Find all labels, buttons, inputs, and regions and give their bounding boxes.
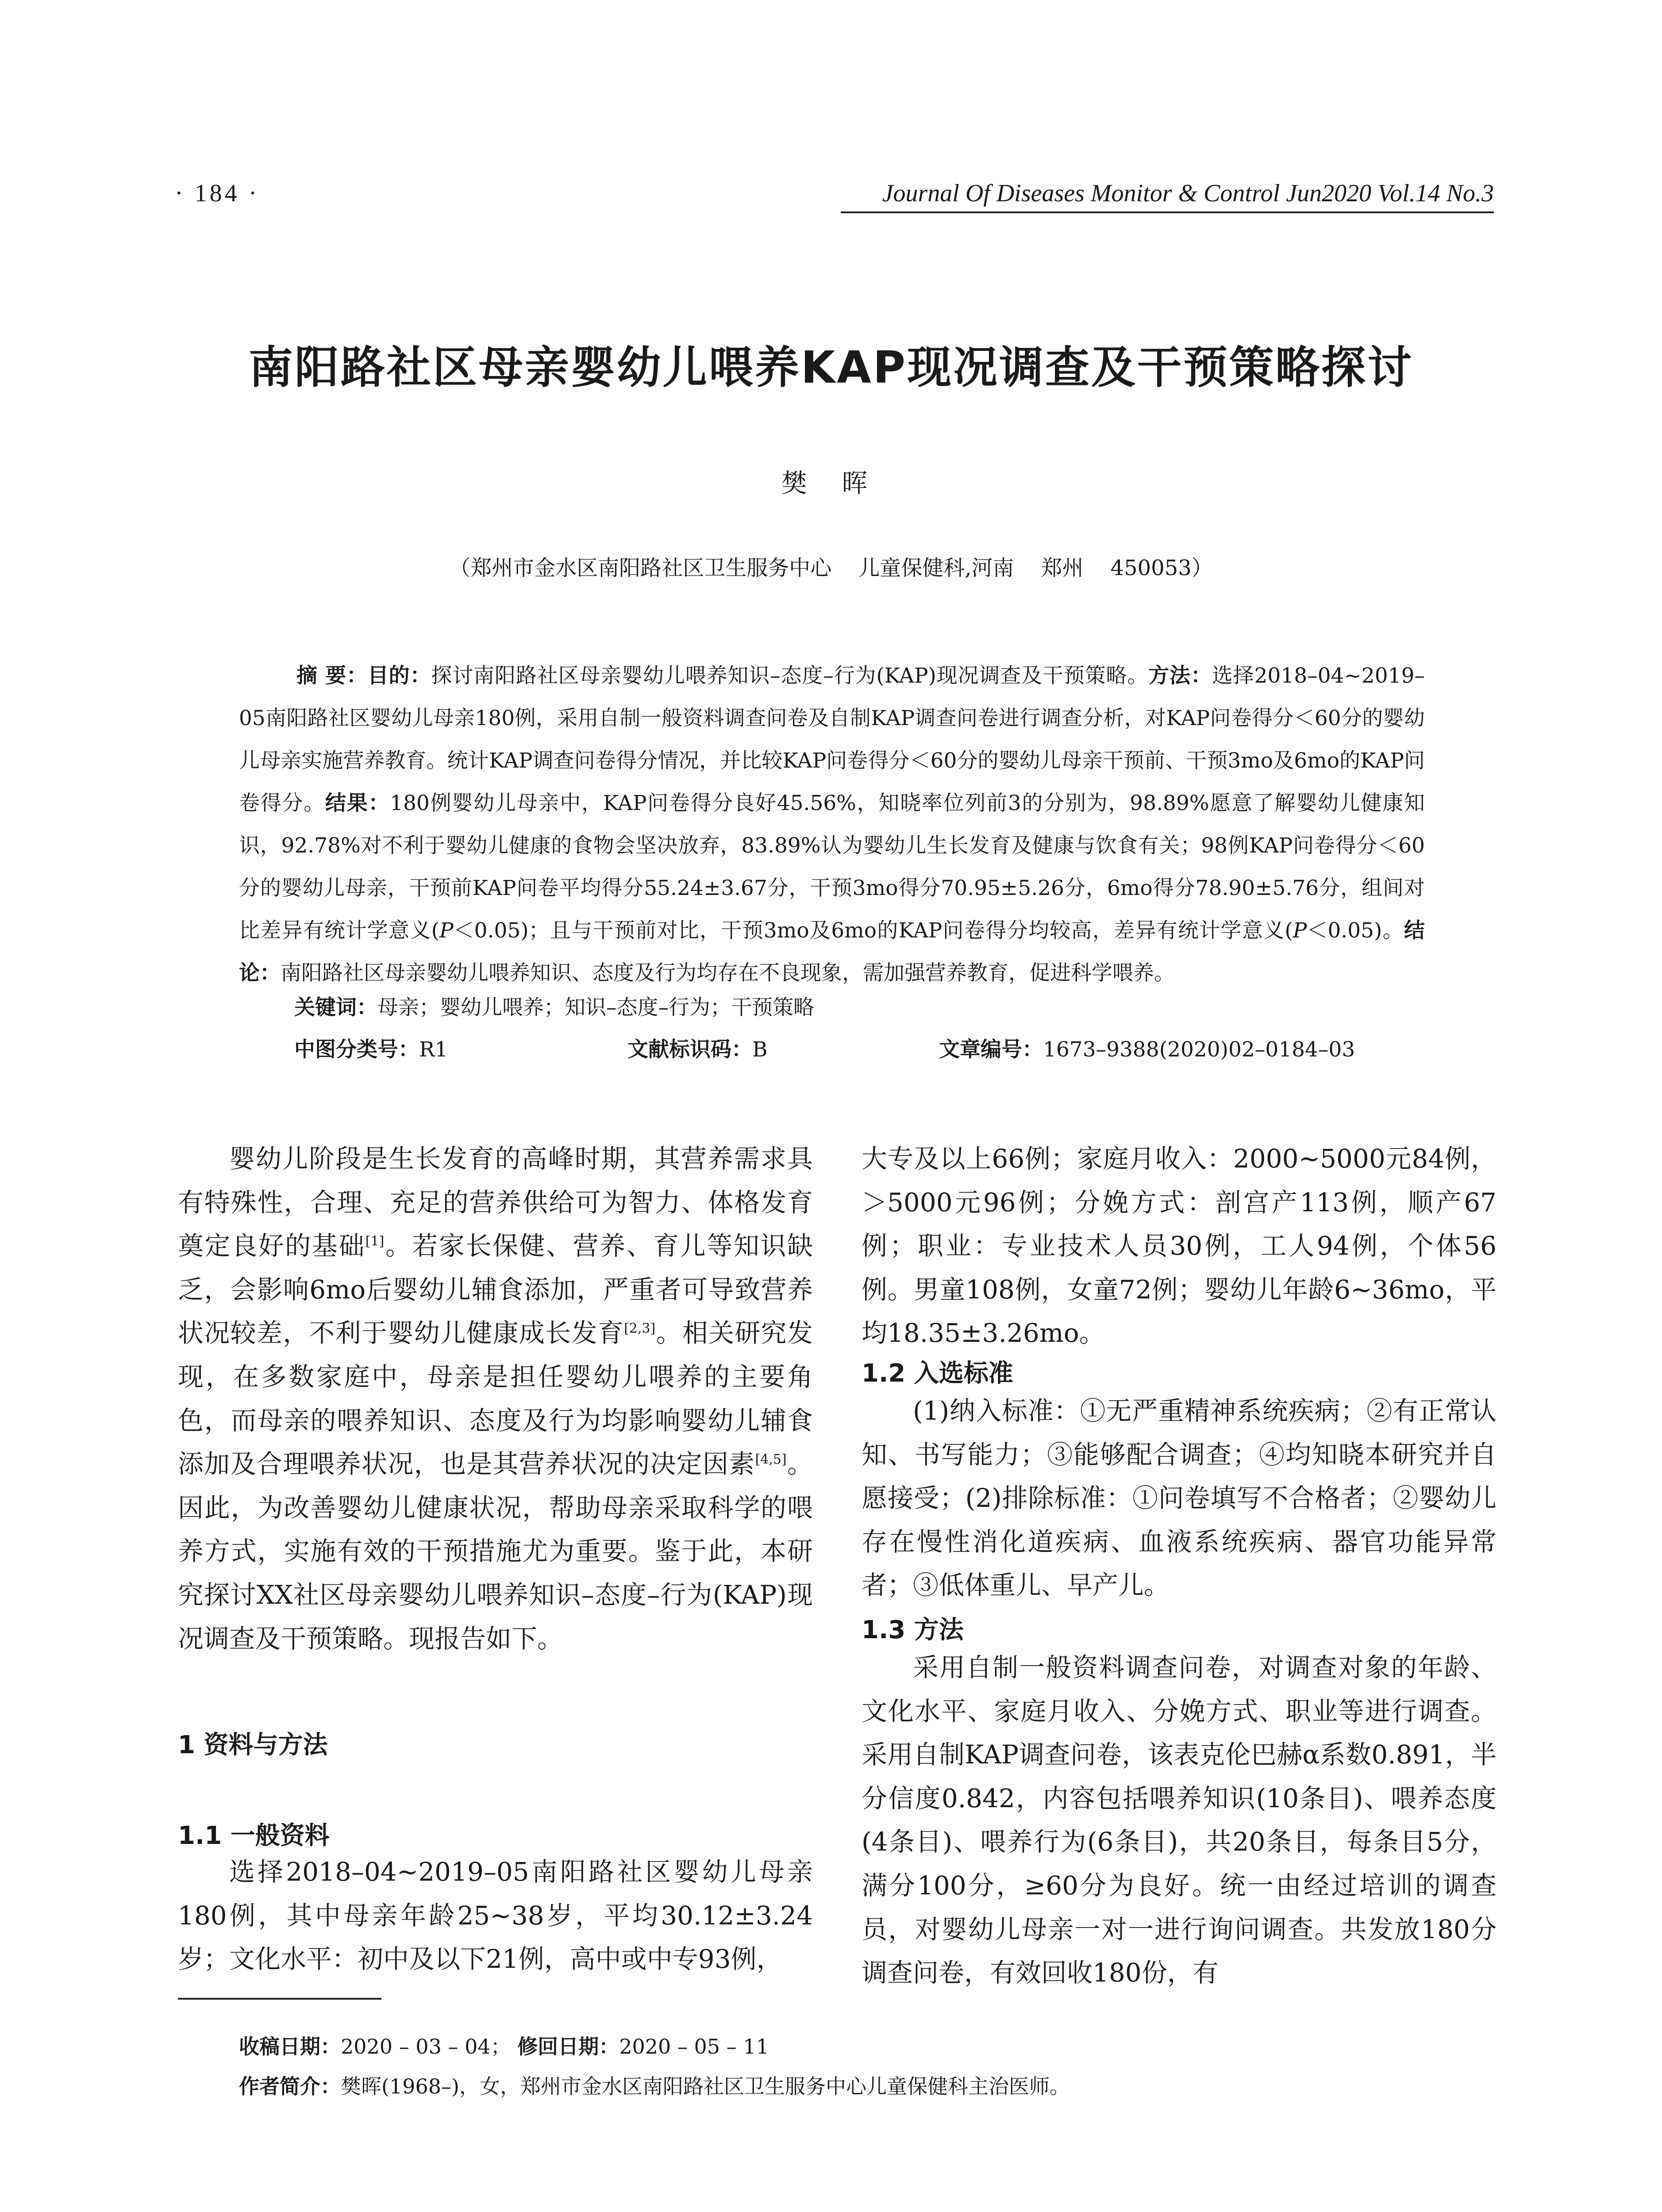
- abstract-purpose: 探讨南阳路社区母亲婴幼儿喂养知识–态度–行为(KAP)现况调查及干预策略。: [431, 664, 1149, 688]
- right-column: [862, 1137, 1497, 1355]
- article-number-value: 1673–9388(2020)02–0184–03: [1043, 1037, 1355, 1062]
- author-bio-text: 樊晖(1968–)，女，郑州市金水区南阳路社区卫生服务中心儿童保健科主治医师。: [341, 2074, 1070, 2098]
- clc-label: 中图分类号：: [294, 1037, 419, 1062]
- abstract-label: 摘 要：: [296, 664, 368, 688]
- p-symbol: P: [439, 918, 454, 943]
- abstract-methods-label: 方法：: [1148, 664, 1212, 688]
- abstract-results-a: 180例婴幼儿母亲中，KAP问卷得分良好45.56%，知晓率位列前3的分别为，98.89%愿意了解婴幼儿健康知识，92.78%对不利于婴幼儿健康的食物会坚决放弃，83.89%认为婴幼儿生长发育及健康与饮食有关；98例KAP问卷得分＜60分的婴幼儿母亲，干预前KAP问卷平均得分55.24±3.67分，干预3mo得分70.95±5.26分，6mo得分78.90±5.76分，组间对比差异有统计学意义(: [239, 791, 1425, 943]
- citation: [2,3]: [624, 1321, 656, 1337]
- section-heading-1-2: 1.2 入选标准: [862, 1359, 1013, 1388]
- general-data-paragraph: 选择2018–04~2019–05南阳路社区婴幼儿母亲180例，其中母亲年龄25~38岁，平均30.12±3.24岁；文化水平：初中及以下21例，高中或中专93例，: [178, 1857, 813, 1974]
- page-number: · 184 ·: [175, 180, 260, 207]
- citation: [4,5]: [755, 1452, 787, 1467]
- received-date: 2020 – 03 – 04；: [341, 2035, 511, 2058]
- inclusion-criteria-paragraph: (1)纳入标准：①无严重精神系统疾病；②有正常认知、书写能力；③能够配合调查；④均知晓本研究并自愿接受；(2)排除标准：①问卷填写不合格者；②婴幼儿存在慢性消化道疾病、血液系统疾病、器官功能异常者；③低体重儿、早产儿。: [862, 1396, 1497, 1601]
- left-column: [178, 1137, 813, 1660]
- received-label: 收稿日期：: [239, 2035, 341, 2058]
- methods-paragraph: 采用自制一般资料调查问卷，对调查对象的年龄、文化水平、家庭月收入、分娩方式、职业等进行调查。采用自制KAP调查问卷，该表克伦巴赫α系数0.891，半分信度0.842，内容包括喂养知识(10条目)、喂养态度(4条目)、喂养行为(6条目)，共20条目，每条目5分，满分100分，≥60分为良好。统一由经过培训的调查员，对婴幼儿母亲一对一进行询问调查。共发放180分调查问卷，有效回收180份，有: [862, 1652, 1497, 1988]
- revised-label: 修回日期：: [517, 2035, 619, 2058]
- keywords-label: 关键词：: [294, 995, 377, 1020]
- abstract-conclusion-label: 结论：: [239, 918, 1425, 985]
- header-rule: [841, 211, 1494, 213]
- abstract-results-c: ＜0.05)。: [1307, 918, 1404, 943]
- citation: [1]: [365, 1233, 385, 1249]
- doc-code-value: B: [752, 1037, 768, 1062]
- abstract-purpose-label: 目的：: [367, 664, 431, 688]
- keywords-text: 母亲；婴幼儿喂养；知识–态度–行为；干预策略: [377, 995, 814, 1020]
- p-symbol: P: [1293, 918, 1307, 943]
- abstract-results-b: ＜0.05)；且与干预前对比，干预3mo及6mo的KAP问卷得分均较高，差异有统计学意义(: [453, 918, 1293, 943]
- document-code: [627, 1033, 768, 1063]
- paper-title: 南阳路社区母亲婴幼儿喂养KAP现况调查及干预策略探讨: [248, 342, 1414, 393]
- footnote-rule: [178, 1998, 381, 2000]
- section-heading-1: 1 资料与方法: [178, 1731, 328, 1759]
- author-bio-label: 作者简介：: [239, 2074, 341, 2098]
- article-number-label: 文章编号：: [939, 1037, 1043, 1062]
- abstract-results-label: 结果：: [325, 791, 390, 815]
- clc-number: [294, 1033, 448, 1063]
- abstract-conclusion: 南阳路社区母亲婴幼儿喂养知识、态度及行为均存在不良现象，需加强营养教育，促进科学喂养。: [281, 961, 1175, 985]
- general-data-continued: 大专及以上66例；家庭月收入：2000~5000元84例，＞5000元96例；分娩方式：剖宫产113例，顺产67例；职业：专业技术人员30例，工人94例，个体56例。男童108例，女童72例；婴幼儿年龄6~36mo，平均18.35±3.26mo。: [862, 1144, 1497, 1348]
- revised-date: 2020 – 05 – 11: [619, 2035, 769, 2058]
- journal-running-head: Journal Of Diseases Monitor & Control Jun2020 Vol.14 No.3: [882, 180, 1494, 207]
- section-heading-1-3: 1.3 方法: [862, 1616, 964, 1644]
- abstract-methods: 选择2018–04~2019–05南阳路社区婴幼儿母亲180例，采用自制一般资料调查问卷及自制KAP调查问卷进行调查分析，对KAP问卷得分＜60分的婴幼儿母亲实施营养教育。统计KAP调查问卷得分情况，并比较KAP问卷得分＜60分的婴幼儿母亲干预前、干预3mo及6mo的KAP问卷得分。: [239, 664, 1425, 815]
- keywords: [294, 991, 814, 1021]
- section-heading-1-1: 1.1 一般资料: [178, 1821, 330, 1850]
- article-number: [939, 1033, 1355, 1063]
- doc-code-label: 文献标识码：: [627, 1037, 752, 1062]
- abstract: [239, 655, 1425, 995]
- author-name: 樊 晖: [781, 468, 881, 498]
- intro-paragraph: 婴幼儿阶段是生长发育的高峰时期，其营养需求具有特殊性，合理、充足的营养供给可为智力、体格发育奠定良好的基础[1]。若家长保健、营养、育儿等知识缺乏，会影响6mo后婴幼儿辅食添加，严重者可导致营养状况较差，不利于婴幼儿健康成长发育[2,3]。相关研究发现，在多数家庭中，母亲是担任婴幼儿喂养的主要角色，而母亲的喂养知识、态度及行为均影响婴幼儿辅食添加及合理喂养状况，也是其营养状况的决定因素[4,5]。因此，为改善婴幼儿健康状况，帮助母亲采取科学的喂养方式，实施有效的干预措施尤为重要。鉴于此，本研究探讨XX社区母亲婴幼儿喂养知识–态度–行为(KAP)现况调查及干预策略。现报告如下。: [178, 1144, 813, 1654]
- author-affiliation: （郑州市金水区南阳路社区卫生服务中心 儿童保健科,河南 郑州 450053）: [449, 556, 1213, 580]
- clc-value: R1: [419, 1037, 448, 1062]
- author-bio: [239, 2070, 1070, 2100]
- received-dates: [239, 2031, 769, 2060]
